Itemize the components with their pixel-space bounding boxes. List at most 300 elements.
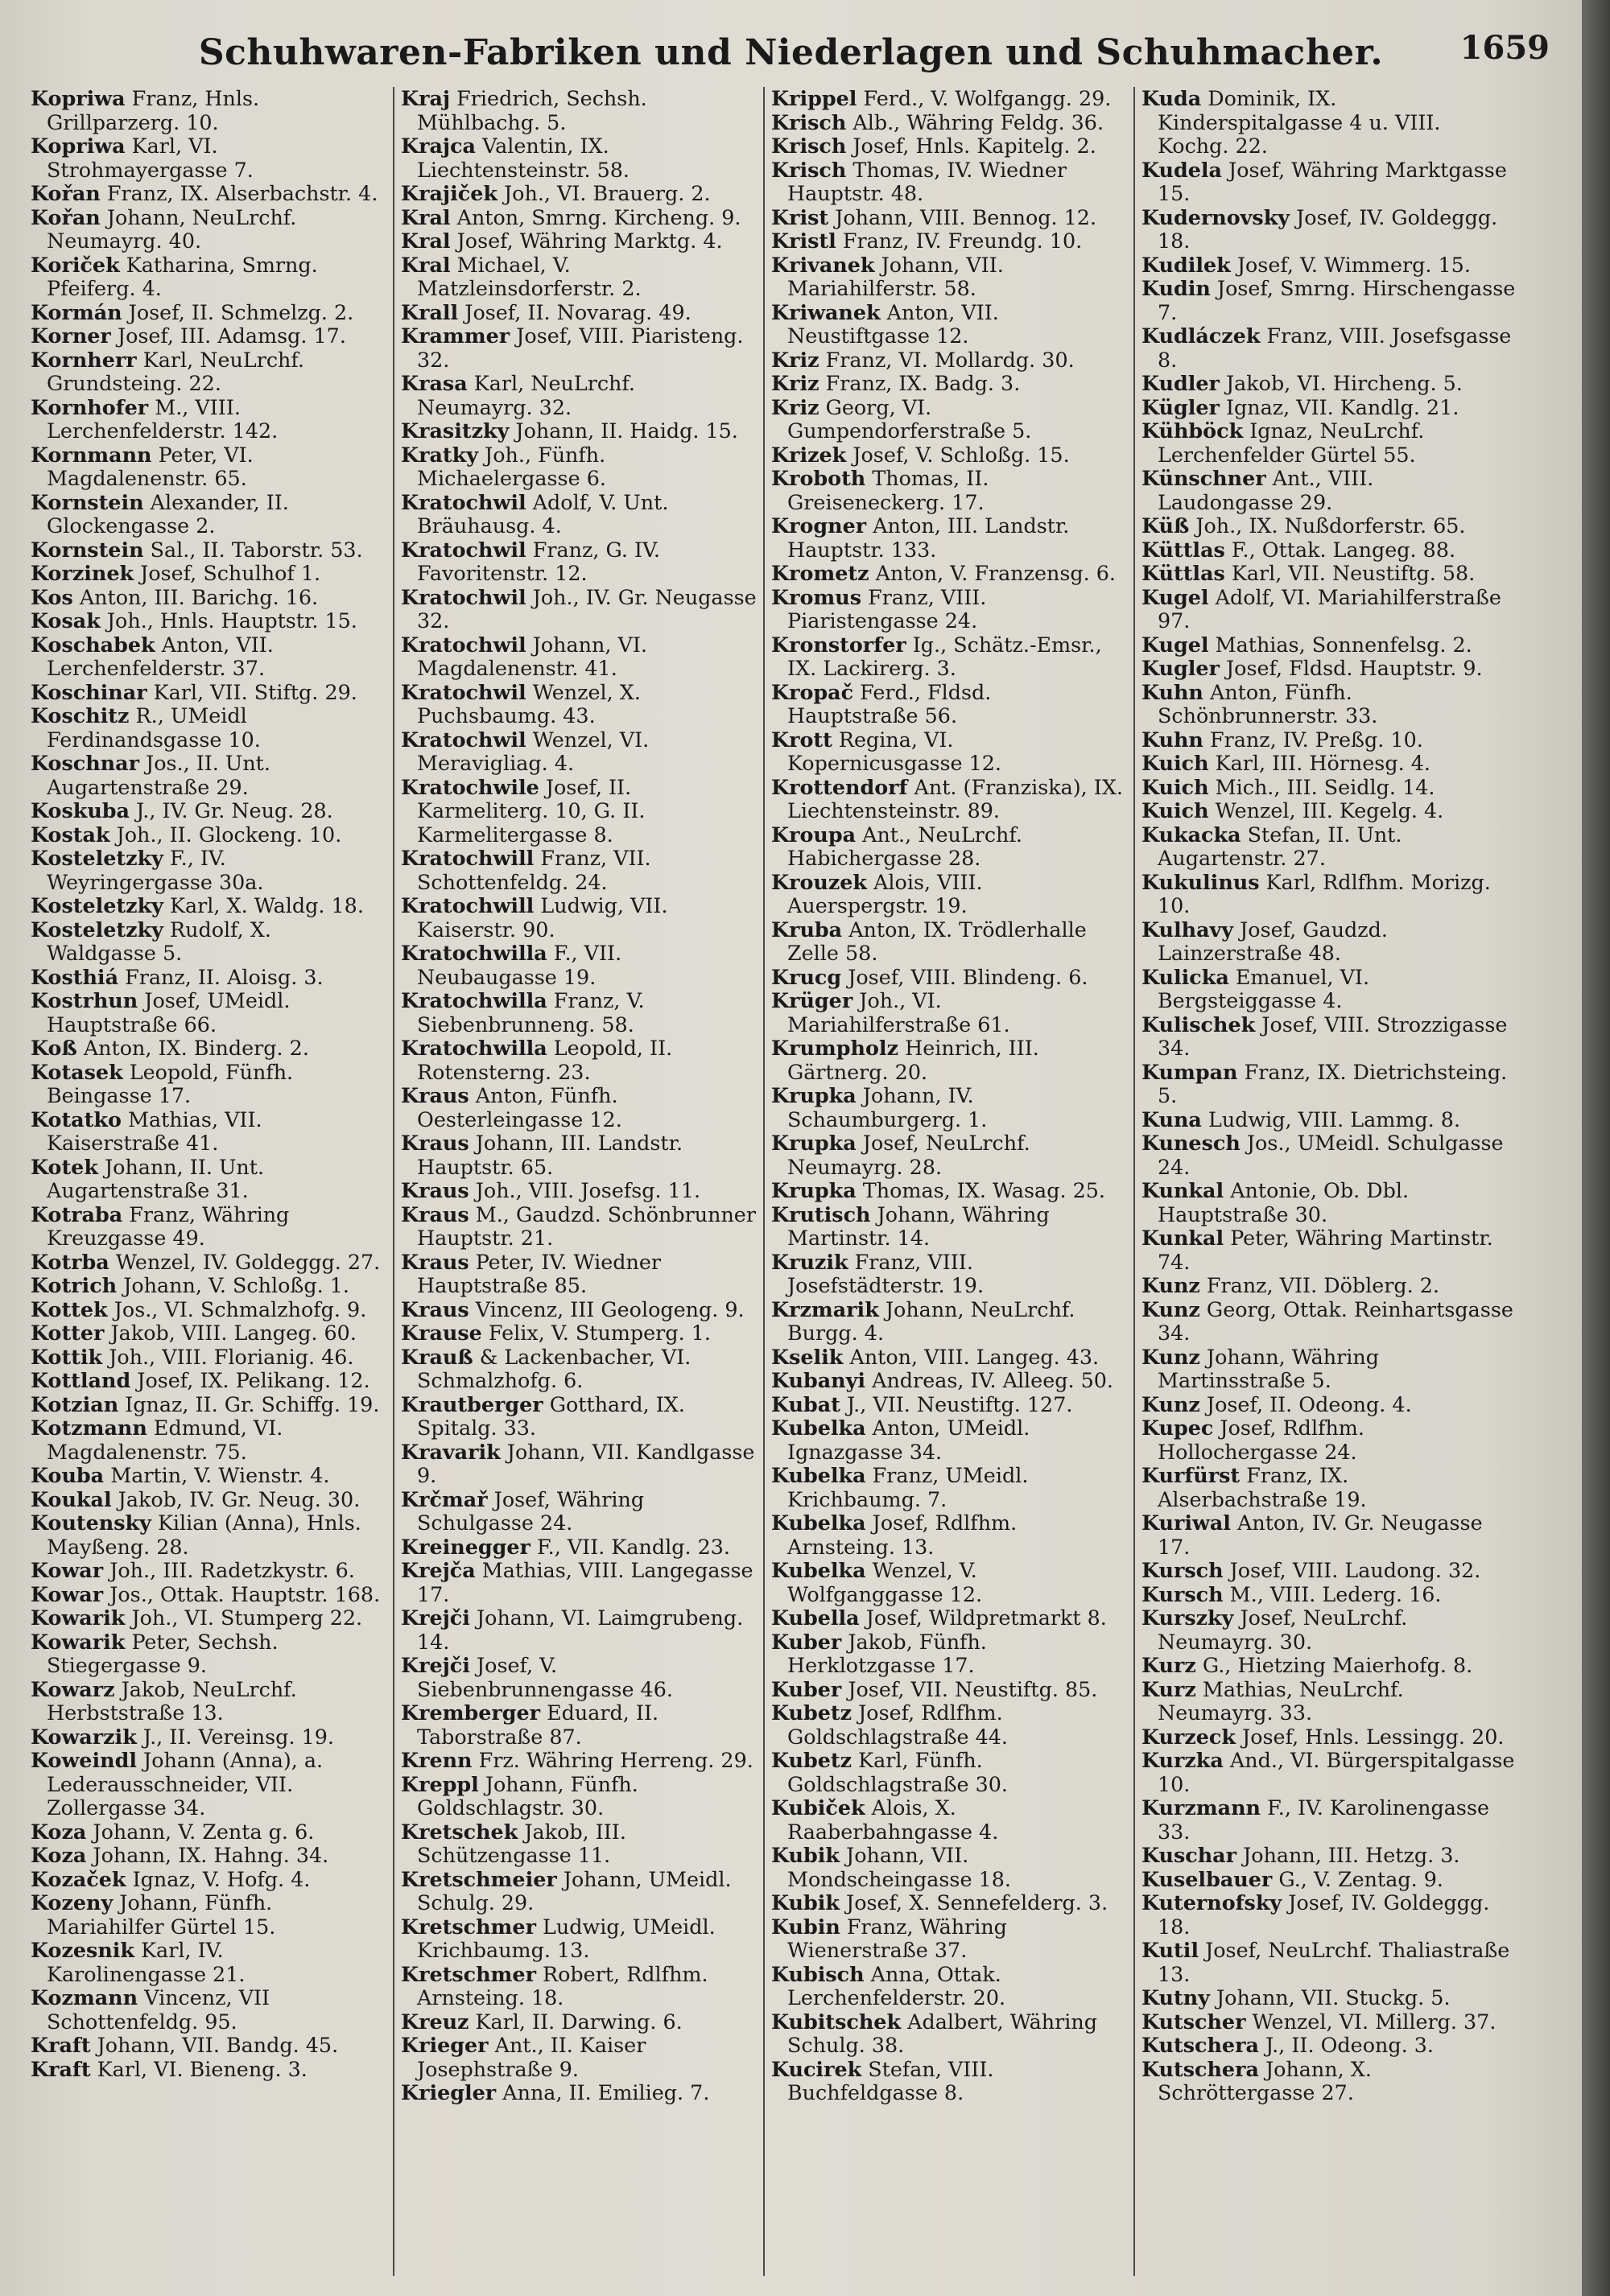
entry-details: Friedrich, Sechsh. Mühlbachg. 5. [417,87,647,134]
directory-entry [1141,514,1516,538]
entry-name: Krumpholz [771,1036,898,1060]
entry-name: Kukacka [1141,822,1241,847]
entry-details: Josef, Währing Marktgasse 15. [1158,157,1507,205]
entry-details: Franz, UMeidl. Krichbaumg. 7. [787,1463,1029,1511]
entry-details: Georg, VI. Gumpendorferstraße 5. [787,394,1032,443]
directory-entry [31,1725,386,1750]
entry-details: Kilian (Anna), Hnls. Mayßeng. 28. [47,1511,361,1559]
directory-entry [401,301,757,325]
directory-entry [771,1630,1127,1678]
directory-entry [401,1203,757,1251]
entry-name: Krauß [401,1344,473,1369]
directory-entry [1141,1654,1516,1678]
entry-name: Kottek [31,1296,108,1321]
entry-name: Krisch [771,109,847,134]
entry-details: Wenzel, VI. Millerg. 37. [1245,2009,1496,2034]
directory-entry [771,396,1127,443]
entry-name: Kulischek [1141,1012,1256,1037]
entry-details: Stefan, VIII. Buchfeldgasse 8. [787,2056,994,2104]
directory-entry [771,776,1127,823]
entry-details: Johann, VI. Laimgrubeng. 14. [417,1606,744,1654]
directory-entry [401,134,757,182]
entry-details: Josef, Rdlfhm. Hollochergasse 24. [1158,1416,1364,1464]
directory-entry [1141,1749,1516,1796]
directory-entry [31,799,386,823]
directory-entry [771,681,1127,728]
directory-entry [31,1251,386,1275]
directory-entry [31,254,386,301]
directory-entry [31,1037,386,1061]
entry-details: Wenzel, V. Wolfganggasse 12. [787,1558,983,1606]
directory-entry [771,1701,1127,1749]
entry-details: F., VII. Kandlg. 23. [530,1534,730,1559]
entry-name: Kuselbauer [1141,1866,1273,1891]
entry-name: Kraft [31,2033,91,2057]
entry-details: Johann, VI. Magdalenenstr. 41. [417,632,647,680]
directory-entry [771,633,1127,681]
entry-details: Adalbert, Währing Schulg. 38. [787,2009,1097,2057]
entry-name: Kubelka [771,1511,866,1535]
entry-details: Ludwig, UMeidl. Krichbaumg. 13. [417,1914,716,1962]
entry-name: Kuich [1141,774,1209,799]
directory-entry [401,1037,757,1084]
entry-name: Koschabek [31,632,155,657]
directory-entry [401,538,757,586]
entry-name: Krivanek [771,252,875,277]
entry-details: Ferd., Fldsd. Hauptstraße 56. [787,679,992,728]
directory-entry [31,586,386,610]
directory-entry [31,1298,386,1322]
directory-entry [31,966,386,990]
directory-entry [771,1346,1127,1370]
entry-name: Kurfürst [1141,1463,1241,1487]
entry-details: Ludwig, VII. Kaiserstr. 90. [417,893,668,942]
entry-details: Josef, IX. Pelikang. 12. [130,1368,370,1392]
directory-entry [401,633,757,681]
entry-details: Ignaz, V. Hofg. 4. [126,1866,311,1891]
directory-entry [771,1416,1127,1464]
directory-entry [771,2010,1127,2058]
entry-name: Kreppl [401,1771,479,1796]
directory-entry [1141,1868,1516,1892]
entry-details: Franz, Währing Wienerstraße 37. [787,1914,1007,1962]
entry-details: Franz, G. IV. Favoritenstr. 12. [417,537,660,585]
directory-entry [771,514,1127,562]
entry-name: Kurzka [1141,1748,1224,1772]
entry-name: Kretschmeier [401,1866,557,1891]
entry-name: Kudernovsky [1141,204,1290,229]
entry-details: Felix, V. Stumperg. 1. [481,1321,711,1345]
entry-name: Krisch [771,157,847,182]
entry-name: Kravarik [401,1439,501,1464]
entry-details: Johann, II. Unt. Augartenstraße 31. [47,1154,265,1202]
entry-name: Kremberger [401,1700,541,1725]
entry-name: Krüger [771,988,853,1012]
entry-details: Mathias, VII. Kaiserstraße 41. [47,1107,262,1155]
directory-entry [1141,1796,1516,1844]
entry-details: Valentin, IX. Liechtensteinstr. 58. [417,134,630,182]
entry-details: Franz, VI. Mollardg. 30. [819,347,1075,372]
entry-details: Franz, IX. Badg. 3. [819,371,1021,395]
entry-name: Krist [771,204,829,229]
entry-name: Kowar [31,1558,104,1582]
directory-entry [401,443,757,491]
directory-entry [401,1441,757,1488]
entry-name: Krippel [771,87,857,110]
entry-details: Franz, Hnls. Grillparzerg. 10. [47,87,260,134]
entry-name: Kubiček [771,1795,865,1820]
entry-name: Kunz [1141,1344,1200,1369]
entry-name: Kraus [401,1083,469,1107]
directory-entry [31,1749,386,1820]
entry-details: Katharina, Smrng. Pfeiferg. 4. [47,252,318,300]
entry-details: Franz, VIII. Josefsgasse 8. [1158,324,1512,372]
entry-details: Josef, NeuLrchf. Neumayrg. 28. [787,1131,1030,1179]
entry-details: Alb., Währing Feldg. 36. [846,109,1104,134]
directory-entry [771,966,1127,990]
entry-details: & Lackenbacher, VI. Schmalzhofg. 6. [417,1344,691,1392]
directory-entry [1141,586,1516,633]
entry-details: Josef, Währing Schulgasse 24. [417,1486,645,1535]
directory-entry [1141,823,1516,871]
directory-entry [1141,1393,1516,1417]
directory-entry [771,1037,1127,1084]
entry-details: Karl, Rdlfhm. Morizg. 10. [1158,869,1491,917]
entry-name: Kurz [1141,1653,1196,1677]
entry-details: Mathias, Sonnenfelsg. 2. [1208,632,1472,657]
entry-details: Franz, VII. Schottenfeldg. 24. [417,846,651,894]
directory-entry [31,562,386,586]
directory-entry [31,918,386,966]
entry-name: Koukal [31,1486,112,1511]
entry-name: Kruzik [771,1249,848,1274]
entry-details: Leopold, Fünfh. Beingasse 17. [47,1059,294,1107]
entry-details: Anton, VIII. Langeg. 43. [843,1344,1100,1369]
directory-entry [771,823,1127,871]
entry-name: Kriz [771,394,819,419]
entry-details: Joh., VI. Mariahilferstraße 61. [787,988,1010,1037]
directory-entry [31,1488,386,1512]
directory-entry [1141,799,1516,823]
entry-details: F., Ottak. Langeg. 88. [1224,537,1456,562]
entry-details: Franz, IX. Alserbachstraße 19. [1158,1463,1367,1511]
entry-details: Jakob, Fünfh. Herklotzgasse 17. [787,1629,987,1677]
entry-name: Kriz [771,371,819,395]
entry-name: Kugel [1141,632,1209,657]
entry-details: Johann, UMeidl. Schulg. 29. [417,1866,732,1915]
entry-details: Ignaz, NeuLrchf. Lerchenfelder Gürtel 55. [1158,418,1425,467]
entry-name: Kotek [31,1154,98,1179]
entry-details: Karl, VI. Bieneng. 3. [90,2056,308,2081]
entry-name: Kowar [31,1581,104,1606]
entry-name: Koschinar [31,679,147,704]
entry-name: Kretschmer [401,1914,536,1939]
entry-details: Josef, Rdlfhm. Arnsteing. 13. [787,1511,1018,1559]
entry-name: Kretschek [401,1819,518,1844]
entry-name: Kunkal [1141,1178,1224,1202]
directory-columns [24,87,1558,2276]
entry-details: Joh., Fünfh. Michaelergasse 6. [417,442,606,490]
entry-details: F., IV. Weyringergasse 30a. [47,846,264,894]
entry-details: Jos., UMeidl. Schulgasse 24. [1158,1131,1504,1179]
entry-name: Kotatko [31,1107,122,1132]
entry-name: Kottik [31,1344,103,1369]
entry-details: Adolf, VI. Mariahilferstraße 97. [1158,584,1501,633]
entry-name: Kukulinus [1141,869,1260,894]
directory-entry [771,134,1127,159]
entry-details: Joh., VI. Brauerg. 2. [497,181,711,205]
entry-name: Kudin [1141,276,1211,300]
entry-details: Thomas, IX. Wasag. 25. [856,1178,1105,1202]
entry-details: Jakob, NeuLrchf. Herbststraße 13. [47,1676,297,1725]
directory-entry [771,1606,1127,1630]
entry-name: Kořan [31,181,101,205]
entry-name: Kubanyi [771,1368,866,1392]
entry-details: Frz. Währing Herreng. 29. [472,1748,753,1772]
entry-details: Jakob, IV. Gr. Neug. 30. [111,1486,361,1511]
entry-name: Kouba [31,1463,105,1487]
entry-details: Johann, V. Zenta g. 6. [86,1819,315,1844]
entry-details: Vincenz, III Geologeng. 9. [469,1296,745,1321]
entry-name: Kutil [1141,1938,1199,1962]
entry-name: Kraft [31,2056,91,2081]
directory-entry [401,1773,757,1820]
entry-name: Krasitzky [401,418,510,443]
directory-entry [1141,657,1516,681]
directory-entry [401,324,757,372]
entry-details: Josef, X. Sennefelderg. 3. [839,1890,1108,1915]
entry-details: R., UMeidl Ferdinandsgasse 10. [47,703,261,752]
entry-details: Mich., III. Seidlg. 14. [1208,774,1435,799]
entry-details: Johann, NeuLrchf. Neumayrg. 40. [47,204,297,253]
directory-entry [401,847,757,894]
directory-entry [771,254,1127,301]
entry-name: Küttlas [1141,561,1225,585]
entry-name: Krucg [771,964,842,989]
directory-entry [1141,871,1516,918]
entry-details: Johann, IX. Hahng. 34. [86,1843,329,1867]
entry-name: Kubin [771,1914,840,1939]
directory-entry [401,1559,757,1606]
directory-entry [31,1678,386,1725]
directory-entry [401,586,757,633]
entry-details: Georg, Ottak. Reinhartsgasse 34. [1158,1296,1513,1345]
entry-name: Kozmann [31,1985,138,2010]
directory-entry [401,182,757,206]
entry-details: Johann, VII. Stuckg. 5. [1209,1985,1451,2010]
entry-details: Josef, Hnls. Lessingg. 20. [1235,1724,1505,1749]
entry-details: Wenzel, IV. Goldeggg. 27. [109,1249,381,1274]
entry-name: Kreuz [401,2009,469,2034]
entry-name: Kuhn [1141,679,1203,704]
directory-entry [1141,1939,1516,1986]
entry-details: Joh., II. Glockeng. 10. [109,822,342,847]
directory-entry [31,1820,386,1845]
entry-details: Michael, V. Matzleinsdorferstr. 2. [417,252,642,300]
entry-name: Kutscher [1141,2009,1246,2034]
entry-name: Kubelka [771,1558,866,1582]
entry-details: Johann, VII. Mondscheingasse 18. [787,1843,1011,1891]
directory-entry [401,1749,757,1773]
entry-details: Wenzel, X. Puchsbaumg. 43. [417,679,641,728]
entry-name: Kreinegger [401,1534,530,1559]
directory-entry [31,87,386,134]
directory-entry [771,1203,1127,1251]
directory-entry [1141,1891,1516,1939]
directory-entry [1141,1844,1516,1868]
entry-details: Ig., Schätz.-Emsr., IX. Lackirerg. 3. [787,632,1102,680]
entry-name: Kutschera [1141,2056,1259,2081]
page-number: 1659 [1459,29,1550,67]
directory-entry [1141,1108,1516,1132]
directory-entry [1141,1179,1516,1226]
entry-details: Anton, IX. Trödlerhalle Zelle 58. [787,917,1087,965]
directory-entry [771,586,1127,633]
directory-entry [1141,1606,1516,1654]
directory-entry [31,1416,386,1464]
directory-entry [31,206,386,254]
directory-entry [401,1820,757,1868]
entry-details: Ignaz, VII. Kandlg. 21. [1219,394,1459,419]
entry-name: Kostrhun [31,988,138,1012]
entry-details: Josef, II. Odeong. 4. [1199,1391,1412,1416]
entry-details: Alexander, II. Glockengasse 2. [47,489,289,538]
entry-details: Joh., VI. Stumperg 22. [125,1606,363,1630]
entry-details: Dominik, IX. Kinderspitalgasse 4 u. VIII. Kochg. 22. [1158,87,1441,158]
entry-name: Kraus [401,1296,469,1321]
entry-name: Kopriwa [31,134,126,158]
entry-details: Josef, VIII. Strozzigasse 34. [1158,1012,1508,1060]
directory-entry [401,1535,757,1560]
entry-details: Franz, VII. Döblerg. 2. [1199,1273,1440,1297]
directory-entry [31,1868,386,1892]
entry-name: Kuber [771,1629,842,1654]
directory-entry [1141,254,1516,278]
entry-details: Johann, X. Schröttergasse 27. [1158,2056,1372,2104]
entry-details: And., VI. Bürgerspitalgasse 10. [1158,1748,1515,1796]
entry-name: Koweindl [31,1748,137,1772]
directory-entry [1141,396,1516,420]
directory-entry [31,847,386,894]
entry-name: Kugel [1141,584,1209,609]
entry-details: Josef, IV. Goldeggg. 18. [1158,204,1498,253]
entry-name: Kutschera [1141,2033,1259,2057]
entry-details: Franz, VIII. Josefstädterstr. 19. [787,1249,985,1297]
entry-details: J., II. Vereinsg. 19. [136,1724,334,1749]
directory-entry [771,467,1127,514]
directory-entry [771,728,1127,776]
entry-details: Thomas, IV. Wiedner Hauptstr. 48. [787,157,1067,205]
entry-name: Koschitz [31,703,130,728]
directory-entry [1141,1725,1516,1750]
entry-details: Josef, Smrng. Hirschengasse 7. [1158,276,1516,324]
directory-entry [1141,206,1516,254]
entry-name: Kornstein [31,489,144,514]
directory-entry [1141,277,1516,324]
entry-details: Ant., NeuLrchf. Habichergasse 28. [787,822,1022,870]
entry-details: Johann, Fünfh. Mariahilfer Gürtel 15. [47,1890,276,1939]
entry-details: Karl, Fünfh. Goldschlagstraße 30. [787,1748,1009,1796]
entry-name: Kozeny [31,1890,114,1915]
directory-entry [771,1678,1127,1702]
directory-entry [31,681,386,705]
entry-details: Franz, IV. Preßg. 10. [1203,727,1423,752]
directory-entry [1141,1132,1516,1179]
directory-entry [31,752,386,799]
directory-entry [31,182,386,206]
directory-entry [771,87,1127,111]
directory-entry [401,1701,757,1749]
directory-entry [401,229,757,254]
entry-name: Kratochwile [401,774,539,799]
entry-name: Krejči [401,1606,470,1630]
entry-details: Regina, VI. Kopernicusgasse 12. [787,727,1001,775]
entry-name: Koutensky [31,1511,151,1535]
entry-details: Josef, NeuLrchf. Thaliastraße 13. [1158,1938,1510,1986]
directory-entry [31,1511,386,1559]
entry-details: Johann, VII. Kandlgasse 9. [417,1439,755,1487]
entry-details: Karl, X. Waldg. 18. [163,893,364,917]
entry-details: Josef, V. Schloßg. 15. [846,442,1070,467]
entry-details: Karl, NeuLrchf. Neumayrg. 32. [417,371,635,419]
entry-name: Kratochwil [401,679,526,704]
entry-details: Franz, VIII. Piaristengasse 24. [787,584,987,633]
entry-details: J., II. Odeong. 3. [1258,2033,1434,2057]
entry-name: Kudela [1141,157,1222,182]
directory-entry [31,1986,386,2034]
column-4 [1135,87,1522,2276]
entry-name: Kuna [1141,1107,1202,1132]
entry-name: Küß [1141,513,1190,538]
entry-details: Josef, Rdlfhm. Goldschlagstraße 44. [787,1700,1009,1749]
entry-details: G., Hietzing Maierhofg. 8. [1195,1653,1473,1677]
entry-name: Kořan [31,204,101,229]
entry-details: Josef, II. Novarag. 49. [458,299,691,324]
entry-details: Rudolf, X. Waldgasse 5. [47,917,271,965]
entry-name: Kotter [31,1321,105,1345]
directory-entry [401,1868,757,1915]
directory-entry [771,1891,1127,1915]
entry-details: Alois, VIII. Auerspergstr. 19. [787,869,983,917]
directory-entry [771,918,1127,966]
directory-entry [771,111,1127,135]
entry-details: M., VIII. Lederg. 16. [1223,1581,1442,1606]
directory-entry [1141,1298,1516,1346]
entry-name: Krizek [771,442,847,467]
entry-name: Koriček [31,252,120,277]
directory-entry [401,989,757,1037]
entry-details: Anton, Fünfh. Oesterleingasse 12. [417,1083,622,1132]
entry-details: Franz, IX. Dietrichsteing. 5. [1158,1059,1508,1107]
entry-name: Kühböck [1141,418,1244,443]
directory-entry [31,1891,386,1939]
entry-name: Kunz [1141,1391,1200,1416]
entry-details: Ignaz, II. Gr. Schiffg. 19. [118,1391,380,1416]
entry-name: Kotasek [31,1059,123,1084]
entry-name: Kratochwil [401,727,526,752]
entry-name: Krammer [401,324,510,348]
directory-entry [1141,372,1516,396]
directory-entry [771,1369,1127,1393]
entry-details: Anton, VII. Neustiftgasse 12. [787,299,999,348]
directory-entry [1141,324,1516,372]
entry-details: Ludwig, VIII. Lammg. 8. [1201,1107,1461,1132]
entry-name: Kraus [401,1202,469,1226]
entry-name: Kotrich [31,1273,118,1297]
entry-name: Kornherr [31,347,137,372]
entry-details: Josef, VIII. Blindeng. 6. [841,964,1088,989]
directory-entry [1141,1583,1516,1607]
